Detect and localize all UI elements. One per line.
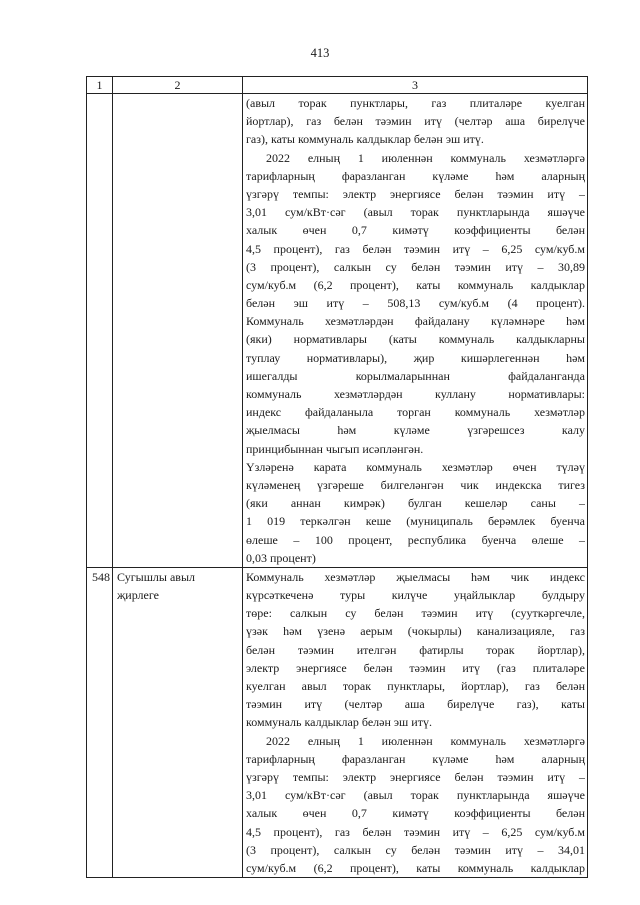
description-line: үзгәрү темпы: электр энергиясе белән тәэмин итү – [246, 186, 585, 201]
settlement-name [113, 567, 243, 877]
description-line: 2022 елның 1 июленнән коммуналь хезмәтләргә [266, 150, 585, 165]
description-line: (авыл торак пунктлары, газ плиталәре куелган [246, 96, 585, 110]
description-line: 1 019 теркәлгән кеше (муниципаль берәмлек буенча [246, 514, 585, 529]
description-line: газ), каты коммуналь калдыклар белән эш итү. [246, 132, 484, 147]
description-line: тәэмин итү (челтәр аша бирелүче газ), каты [246, 697, 585, 712]
row-number: 548 [87, 567, 113, 877]
description-line: Үзләренә карата коммуналь хезмәтләр өчен түләү [246, 459, 585, 474]
description-line: принцибыннан чыгып исәпләнгән. [246, 441, 424, 456]
description-line: 3,01 сум/кВт·сәг (авыл торак пунктларында яшәүче [246, 788, 585, 803]
description-line: Коммуналь хезмәтләр җыелмасы һәм чик индекс [246, 569, 585, 584]
description-line: белән тәэмин ителгән фатирлы торак йортлар), [246, 642, 585, 657]
description-line: сум/куб.м (6,2 процент), каты коммуналь калдыклар [246, 860, 585, 875]
description-line: тарифларның фаразланган күләме һәм аларның [246, 168, 585, 183]
tariff-table [86, 76, 588, 878]
description-line: йортлар), газ белән тәэмин итү (челтәр аша бирелүче [246, 114, 585, 129]
description-line: (3 процент), салкын су белән тәэмин итү – 30,89 [246, 259, 585, 274]
description-line: электр энергиясе белән тәэмин итү (газ плиталәре [246, 660, 585, 675]
description-line: (3 процент), салкын су белән тәэмин итү – 34,01 [246, 842, 585, 857]
description-line: үзәк һәм үзенә аерым (чокырлы) канализацияле, газ [246, 624, 585, 639]
settlement-name [113, 94, 243, 568]
description-line: коммуналь калдыклар белән эш итү. [246, 715, 432, 730]
description-line: үзгәрү темпы: электр энергиясе белән тәэмин итү – [246, 769, 585, 784]
row-description [243, 567, 588, 877]
table-row [87, 567, 588, 877]
description-line: тарифларның фаразланган күләме һәм аларның [246, 751, 585, 766]
description-line: Коммуналь хезмәтләрдән файдалану күләмнәре һәм [246, 314, 585, 329]
description-line: (яки) нормативлары (каты коммуналь калдыкларны [246, 332, 585, 347]
header-col-2: 2 [113, 77, 243, 94]
table-header-row [87, 77, 588, 94]
description-line: туплау нормативлары), җир кишәрлегеннән һәм [246, 350, 585, 365]
settlement-name-line: Сугышлы авыл [117, 569, 196, 584]
description-line: күрсәткеченә туры килүче уңайлыклар булдыру [246, 588, 585, 603]
description-line: 2022 елның 1 июленнән коммуналь хезмәтләргә [266, 733, 585, 748]
description-line: куелган авыл торак пунктлары, йортлар), газ белән [246, 679, 585, 693]
description-line: халык өчен 0,7 кимәтү коэффициенты белән [246, 806, 585, 821]
row-number [87, 94, 113, 568]
description-line: җыелмасы һәм күләме үзгәрешсез калу [246, 423, 585, 438]
description-line: сум/куб.м (6,2 процент), каты коммуналь калдыклар [246, 277, 585, 292]
description-line: белән эш итү – 508,13 сум/куб.м (4 процент). [246, 296, 585, 311]
header-col-1: 1 [87, 77, 113, 94]
description-line: (яки аннан кимрәк) булган кешеләр саны – [246, 496, 585, 511]
row-description [243, 94, 588, 568]
description-line: 0,03 процент) [246, 550, 316, 565]
description-line: күләменең үзгәреше билгеләнгән чик индекска тигез [246, 477, 585, 492]
description-line: ишегалды корылмаларыннан файдаланганда [246, 368, 585, 383]
description-line: халык өчен 0,7 кимәтү коэффициенты белән [246, 223, 585, 238]
page-number: 413 [310, 46, 330, 60]
description-line: коммуналь хезмәтләрдән куллану нормативлары: [246, 387, 585, 401]
table-row [87, 94, 588, 568]
description-line: 4,5 процент), газ белән тәэмин итү – 6,25 сум/куб.м [246, 241, 585, 256]
description-line: индекс файдаланыла торган коммуналь хезмәтләр [246, 405, 585, 420]
header-col-3: 3 [243, 77, 588, 94]
description-line: өлеше – 100 процент, республика буенча өлеше – [246, 532, 585, 547]
description-line: төре: салкын су белән тәэмин итү (сууткәргечле, [246, 606, 585, 621]
description-line: 3,01 сум/кВт·сәг (авыл торак пунктларында яшәүче [246, 205, 585, 220]
description-line: 4,5 процент), газ белән тәэмин итү – 6,25 сум/куб.м [246, 824, 585, 839]
settlement-name-line: җирлеге [117, 588, 159, 603]
